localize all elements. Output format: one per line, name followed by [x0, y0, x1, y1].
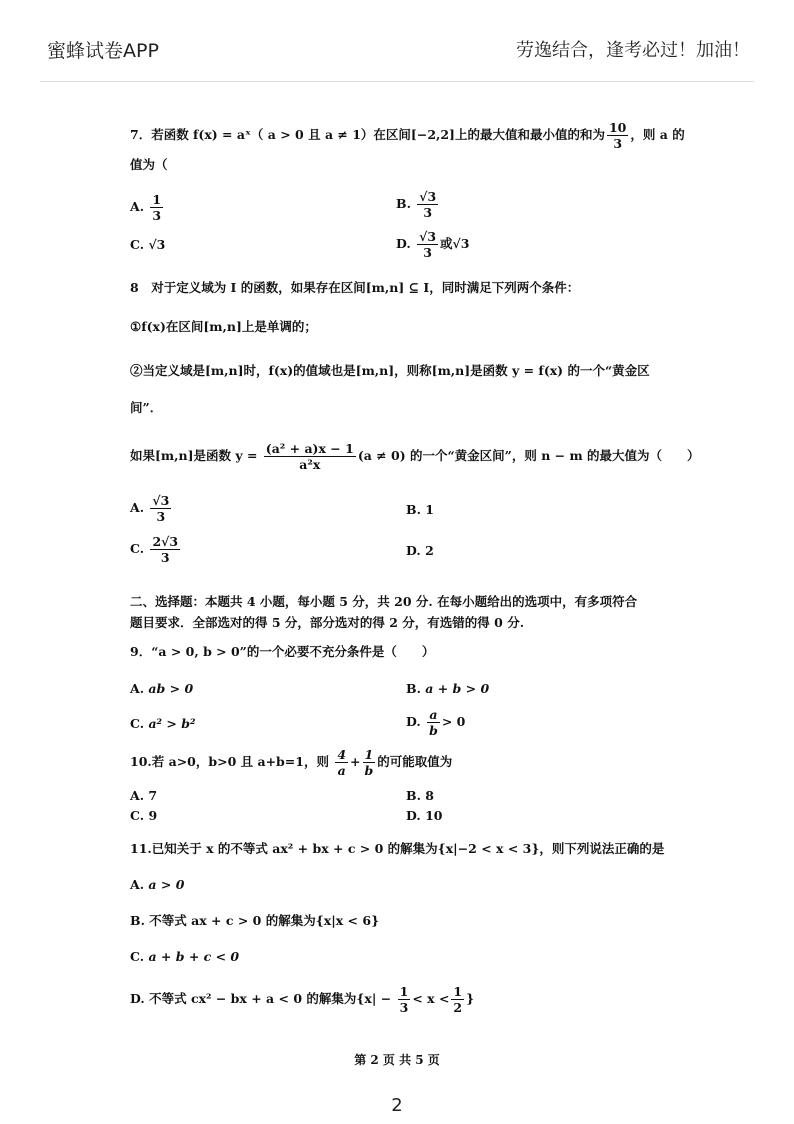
q8-option-c	[130, 535, 182, 564]
q8-condition-1: ①f(x)在区间[m,n]上是单调的；	[130, 319, 317, 334]
q10-stem-text: 10.若 a>0，b>0 且 a+b=1，则	[130, 754, 329, 770]
fraction-denominator: 3	[156, 509, 166, 525]
option-text: a + b + c < 0	[148, 949, 240, 964]
option-label: C.	[130, 808, 145, 823]
q8-option-a	[130, 494, 173, 523]
q11-option-d	[130, 985, 474, 1014]
fraction-numerator: 1	[453, 984, 463, 999]
q8-stem: 8 对于定义域为 I 的函数，如果存在区间[m,n] ⊆ I，同时满足下列两个条件：	[130, 280, 580, 295]
option-label: C.	[130, 237, 145, 252]
option-label: D.	[406, 714, 421, 730]
option-label: B.	[130, 913, 145, 928]
option-text: 或√3	[440, 236, 470, 252]
option-text: 10	[425, 808, 443, 823]
fraction-denominator: 3	[423, 245, 432, 261]
q10-stem	[130, 748, 452, 777]
q11-option-c	[130, 951, 239, 964]
fraction-denominator: a	[337, 763, 346, 779]
q7-stem-line2: 值为（	[130, 157, 168, 172]
option-label: A.	[130, 788, 145, 803]
option-label: D.	[406, 808, 421, 823]
option-label: D.	[396, 236, 411, 252]
option-text: > 0	[441, 714, 466, 730]
q7-option-b	[396, 190, 440, 219]
q11-d-fraction-2	[451, 985, 464, 1014]
option-label: A.	[130, 199, 145, 215]
fraction-denominator: 3	[152, 208, 162, 224]
fraction-numerator: 1	[399, 984, 409, 999]
q8-ask-text: 如果[m,n]是函数 y =	[130, 448, 258, 464]
option-label: C.	[130, 541, 145, 557]
option-label: B.	[406, 502, 421, 517]
fraction-denominator: b	[364, 763, 374, 779]
q11-option-a	[130, 879, 184, 892]
q7-stem-text-end: ，则 a 的	[630, 127, 685, 143]
option-text: 9	[148, 808, 158, 823]
q11-stem: 11.已知关于 x 的不等式 ax² + bx + c > 0 的解集为{x|−2 < x < 3}，则下列说法正确的是	[130, 841, 665, 856]
option-text-mid: < x <	[412, 991, 450, 1007]
option-label: B.	[406, 681, 421, 696]
q8-ask-fraction	[264, 442, 356, 471]
q8-c-fraction	[150, 535, 180, 564]
fraction-numerator: √3	[419, 229, 437, 244]
option-text: a + b > 0	[425, 681, 490, 696]
q7-option-c	[130, 239, 165, 252]
q7-a-fraction	[150, 193, 163, 222]
fraction-numerator: 4	[337, 747, 347, 762]
option-label: B.	[406, 788, 421, 803]
q8-a-fraction	[150, 494, 171, 523]
fraction-denominator: 2	[453, 1000, 463, 1016]
option-text: a² > b²	[148, 716, 196, 731]
app-title: 蜜蜂试卷APP	[47, 40, 159, 62]
q7-stem-text: 7．若函数 f(x) = aˣ（ a > 0 且 a ≠ 1）在区间[−2,2]上的最大值和最小值的和为	[130, 127, 605, 143]
fraction-denominator: 3	[613, 136, 623, 152]
app-header	[0, 0, 794, 82]
fraction-numerator: (a² + a)x − 1	[265, 441, 354, 456]
fraction-numerator: 1	[363, 748, 376, 763]
section-2-heading-cont: 题目要求．全部选对的得 5 分，部分选对的得 2 分，有选错的得 0 分.	[130, 615, 525, 630]
q8-option-d	[406, 545, 434, 558]
option-label: A.	[130, 681, 145, 696]
q7-stem-fraction	[607, 121, 628, 150]
q8-ask	[130, 442, 700, 471]
q8-condition-2-cont: 间”．	[130, 400, 163, 415]
option-text: 7	[148, 788, 158, 803]
q11-option-b	[130, 915, 379, 928]
q9-stem: 9．“a > 0, b > 0”的一个必要不充分条件是（ ）	[130, 644, 435, 659]
fraction-numerator: √3	[152, 493, 170, 508]
q9-option-c	[130, 718, 195, 731]
fraction-denominator: 3	[399, 1000, 409, 1016]
option-text-end: }	[466, 991, 475, 1007]
fraction-numerator: 2√3	[152, 534, 179, 549]
q9-option-a	[130, 683, 193, 696]
q9-d-fraction	[427, 708, 440, 737]
option-label: D.	[130, 991, 145, 1007]
option-text: ab > 0	[148, 681, 194, 696]
q8-ask-text-end: (a ≠ 0) 的一个“黄金区间”，则 n − m 的最大值为（ ）	[357, 448, 700, 464]
fraction-denominator: b	[429, 723, 438, 739]
option-text: √3	[148, 237, 166, 252]
section-2-heading: 二、选择题：本题共 4 小题，每小题 5 分，共 20 分. 在每小题给出的选项中，有多项符合	[130, 594, 638, 609]
q10-option-c	[130, 810, 157, 823]
option-label: D.	[406, 543, 421, 558]
q8-option-b	[406, 504, 434, 517]
option-label: A.	[130, 877, 145, 892]
option-label: B.	[396, 196, 411, 212]
fraction-numerator: 1	[152, 192, 162, 207]
option-label: C.	[130, 716, 145, 731]
q7-option-d	[396, 230, 469, 259]
fraction-denominator: a²x	[299, 457, 321, 473]
q10-option-d	[406, 810, 443, 823]
q10-option-b	[406, 790, 434, 803]
option-text: 2	[425, 543, 434, 558]
option-text: 不等式 ax + c > 0 的解集为{x|x < 6}	[149, 913, 380, 928]
q7-option-a	[130, 193, 165, 222]
q9-option-b	[406, 683, 489, 696]
q8-condition-2: ②当定义域是[m,n]时，f(x)的值域也是[m,n]，则称[m,n]是函数 y = f(x) 的一个“黄金区	[130, 363, 650, 378]
q10-fraction-1	[335, 748, 348, 777]
page-info: 第 2 页 共 5 页	[354, 1053, 440, 1067]
fraction-numerator: 10	[608, 120, 627, 135]
fraction-numerator: √3	[419, 189, 437, 204]
q7-stem	[130, 121, 685, 150]
q10-stem-text-end: 的可能取值为	[377, 754, 453, 770]
option-label: C.	[130, 949, 145, 964]
option-label: A.	[130, 500, 145, 516]
q9-option-d	[406, 708, 465, 737]
app-slogan: 劳逸结合，逢考必过！加油！	[516, 40, 750, 61]
option-text: 1	[425, 502, 434, 517]
plus-sign: +	[350, 754, 361, 770]
option-text: a > 0	[148, 877, 185, 892]
q10-fraction-2	[363, 748, 376, 777]
page-number: 2	[391, 1095, 403, 1116]
q11-d-fraction-1	[398, 985, 411, 1014]
option-text: 8	[425, 788, 434, 803]
header-divider	[40, 81, 754, 82]
q7-d-fraction	[417, 230, 438, 259]
q7-b-fraction	[417, 190, 438, 219]
fraction-denominator: 3	[423, 205, 433, 221]
option-text: 不等式 cx² − bx + a < 0 的解集为{x| −	[149, 991, 392, 1007]
fraction-denominator: 3	[160, 550, 170, 566]
fraction-numerator: a	[427, 708, 440, 723]
q10-option-a	[130, 790, 157, 803]
